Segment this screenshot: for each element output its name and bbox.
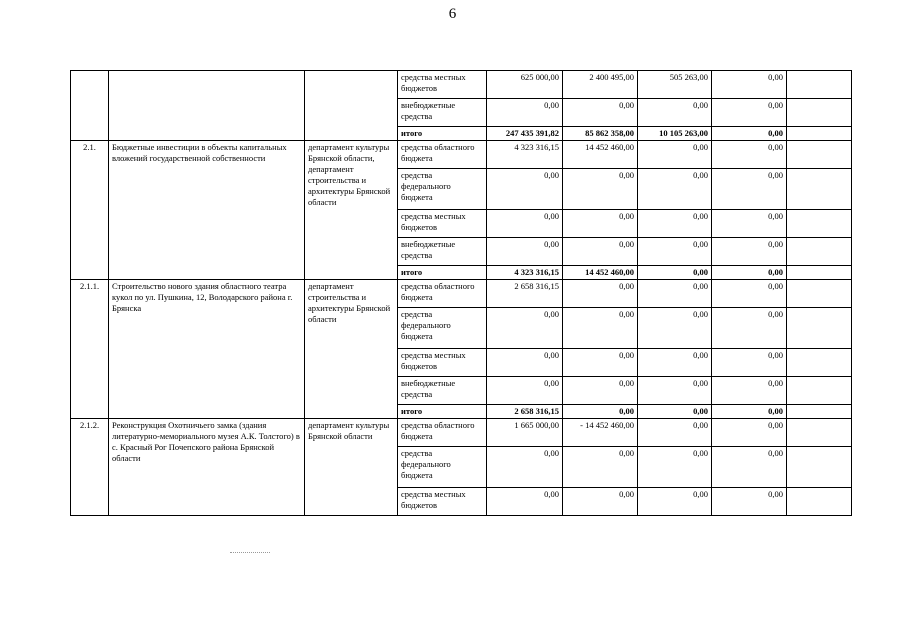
amount-cell: 0,00 xyxy=(712,238,787,266)
amount-cell: 0,00 xyxy=(638,238,712,266)
amount-cell: 0,00 xyxy=(712,280,787,308)
amount-cell: 0,00 xyxy=(563,377,638,405)
code-cell xyxy=(71,71,109,141)
funding-source-cell: итого xyxy=(398,266,487,280)
empty-cell xyxy=(787,99,852,127)
amount-cell: 0,00 xyxy=(712,447,787,488)
item-name: Бюджетные инвестиции в объекты капитальных вложений государственной собственности xyxy=(109,141,305,280)
funding-source-cell: средства федерального бюджета xyxy=(398,169,487,210)
budget-table xyxy=(70,70,852,516)
amount-cell: 625 000,00 xyxy=(487,71,563,99)
amount-cell: 0,00 xyxy=(563,280,638,308)
amount-cell: 0,00 xyxy=(638,210,712,238)
amount-cell: 0,00 xyxy=(638,141,712,169)
name-cell xyxy=(109,71,305,141)
amount-cell: 0,00 xyxy=(712,169,787,210)
executor-cell xyxy=(305,71,398,141)
empty-cell xyxy=(787,419,852,447)
amount-cell: 0,00 xyxy=(563,169,638,210)
amount-cell: 14 452 460,00 xyxy=(563,266,638,280)
empty-cell xyxy=(787,488,852,516)
amount-cell: 0,00 xyxy=(712,71,787,99)
amount-cell: 0,00 xyxy=(712,127,787,141)
amount-cell: 0,00 xyxy=(563,238,638,266)
funding-source-cell: средства местных бюджетов xyxy=(398,210,487,238)
amount-cell: 0,00 xyxy=(638,280,712,308)
item-code: 2.1. xyxy=(71,141,109,280)
amount-cell: 0,00 xyxy=(638,419,712,447)
amount-cell: 0,00 xyxy=(712,377,787,405)
table-body xyxy=(71,71,852,516)
amount-cell: 0,00 xyxy=(712,266,787,280)
empty-cell xyxy=(787,447,852,488)
funding-source-cell: средства федерального бюджета xyxy=(398,447,487,488)
amount-cell: 0,00 xyxy=(638,308,712,349)
amount-cell: 2 658 316,15 xyxy=(487,405,563,419)
funding-source-cell: средства местных бюджетов xyxy=(398,71,487,99)
page-number: 6 xyxy=(448,6,457,22)
amount-cell: 0,00 xyxy=(638,447,712,488)
amount-cell: 0,00 xyxy=(487,99,563,127)
amount-cell: 0,00 xyxy=(712,99,787,127)
empty-cell xyxy=(787,266,852,280)
table-row xyxy=(71,71,852,99)
amount-cell: 1 665 000,00 xyxy=(487,419,563,447)
amount-cell: 0,00 xyxy=(563,210,638,238)
amount-cell: 14 452 460,00 xyxy=(563,141,638,169)
funding-source-cell: средства местных бюджетов xyxy=(398,488,487,516)
funding-source-cell: внебюджетные средства xyxy=(398,238,487,266)
amount-cell: 0,00 xyxy=(487,210,563,238)
amount-cell: 0,00 xyxy=(487,447,563,488)
empty-cell xyxy=(787,210,852,238)
empty-cell xyxy=(787,169,852,210)
funding-source-cell: итого xyxy=(398,405,487,419)
amount-cell: 0,00 xyxy=(487,488,563,516)
amount-cell: 0,00 xyxy=(563,349,638,377)
amount-cell: 2 400 495,00 xyxy=(563,71,638,99)
amount-cell: 0,00 xyxy=(487,377,563,405)
table-row xyxy=(71,419,852,447)
amount-cell: 0,00 xyxy=(487,238,563,266)
amount-cell: 0,00 xyxy=(563,447,638,488)
empty-cell xyxy=(787,377,852,405)
amount-cell: 0,00 xyxy=(563,99,638,127)
amount-cell: 0,00 xyxy=(712,349,787,377)
item-code: 2.1.1. xyxy=(71,280,109,419)
funding-source-cell: средства областного бюджета xyxy=(398,419,487,447)
funding-source-cell: средства местных бюджетов xyxy=(398,349,487,377)
amount-cell: 0,00 xyxy=(712,308,787,349)
empty-cell xyxy=(787,349,852,377)
amount-cell: 0,00 xyxy=(563,405,638,419)
amount-cell: 0,00 xyxy=(638,405,712,419)
funding-source-cell: итого xyxy=(398,127,487,141)
empty-cell xyxy=(787,141,852,169)
amount-cell: 0,00 xyxy=(638,266,712,280)
empty-cell xyxy=(787,308,852,349)
amount-cell: 0,00 xyxy=(563,308,638,349)
funding-source-cell: средства областного бюджета xyxy=(398,141,487,169)
funding-source-cell: средства областного бюджета xyxy=(398,280,487,308)
amount-cell: 0,00 xyxy=(638,169,712,210)
amount-cell: 4 323 316,15 xyxy=(487,141,563,169)
empty-cell xyxy=(787,71,852,99)
amount-cell: 0,00 xyxy=(487,349,563,377)
amount-cell: 0,00 xyxy=(487,308,563,349)
empty-cell xyxy=(787,238,852,266)
amount-cell: 0,00 xyxy=(638,349,712,377)
item-code: 2.1.2. xyxy=(71,419,109,516)
funding-source-cell: внебюджетные средства xyxy=(398,99,487,127)
amount-cell: 0,00 xyxy=(712,488,787,516)
amount-cell: 0,00 xyxy=(487,169,563,210)
funding-source-cell: средства федерального бюджета xyxy=(398,308,487,349)
item-executor: департамент строительства и архитектуры Брянской области xyxy=(305,280,398,419)
item-name: Строительство нового здания областного театра кукол по ул. Пушкина, 12, Володарского района г. Брянска xyxy=(109,280,305,419)
amount-cell: 0,00 xyxy=(712,405,787,419)
scan-artifact xyxy=(230,552,270,554)
amount-cell: 85 862 358,00 xyxy=(563,127,638,141)
amount-cell: 0,00 xyxy=(638,488,712,516)
item-executor: департамент культуры Брянской области, департамент строительства и архитектуры Брянской области xyxy=(305,141,398,280)
table-row xyxy=(71,141,852,169)
empty-cell xyxy=(787,280,852,308)
item-executor: департамент культуры Брянской области xyxy=(305,419,398,516)
amount-cell: 247 435 391,82 xyxy=(487,127,563,141)
amount-cell: 4 323 316,15 xyxy=(487,266,563,280)
amount-cell: 0,00 xyxy=(563,488,638,516)
funding-source-cell: внебюджетные средства xyxy=(398,377,487,405)
amount-cell: 505 263,00 xyxy=(638,71,712,99)
amount-cell: 10 105 263,00 xyxy=(638,127,712,141)
amount-cell: 0,00 xyxy=(712,419,787,447)
amount-cell: 0,00 xyxy=(638,99,712,127)
table-row xyxy=(71,280,852,308)
item-name: Реконструкция Охотничьего замка (здания литературно-мемориального музея А.К. Толстого) в с. Красный Рог Почепского района Брянской области xyxy=(109,419,305,516)
empty-cell xyxy=(787,127,852,141)
amount-cell: 0,00 xyxy=(638,377,712,405)
amount-cell: - 14 452 460,00 xyxy=(563,419,638,447)
empty-cell xyxy=(787,405,852,419)
amount-cell: 2 658 316,15 xyxy=(487,280,563,308)
amount-cell: 0,00 xyxy=(712,210,787,238)
amount-cell: 0,00 xyxy=(712,141,787,169)
